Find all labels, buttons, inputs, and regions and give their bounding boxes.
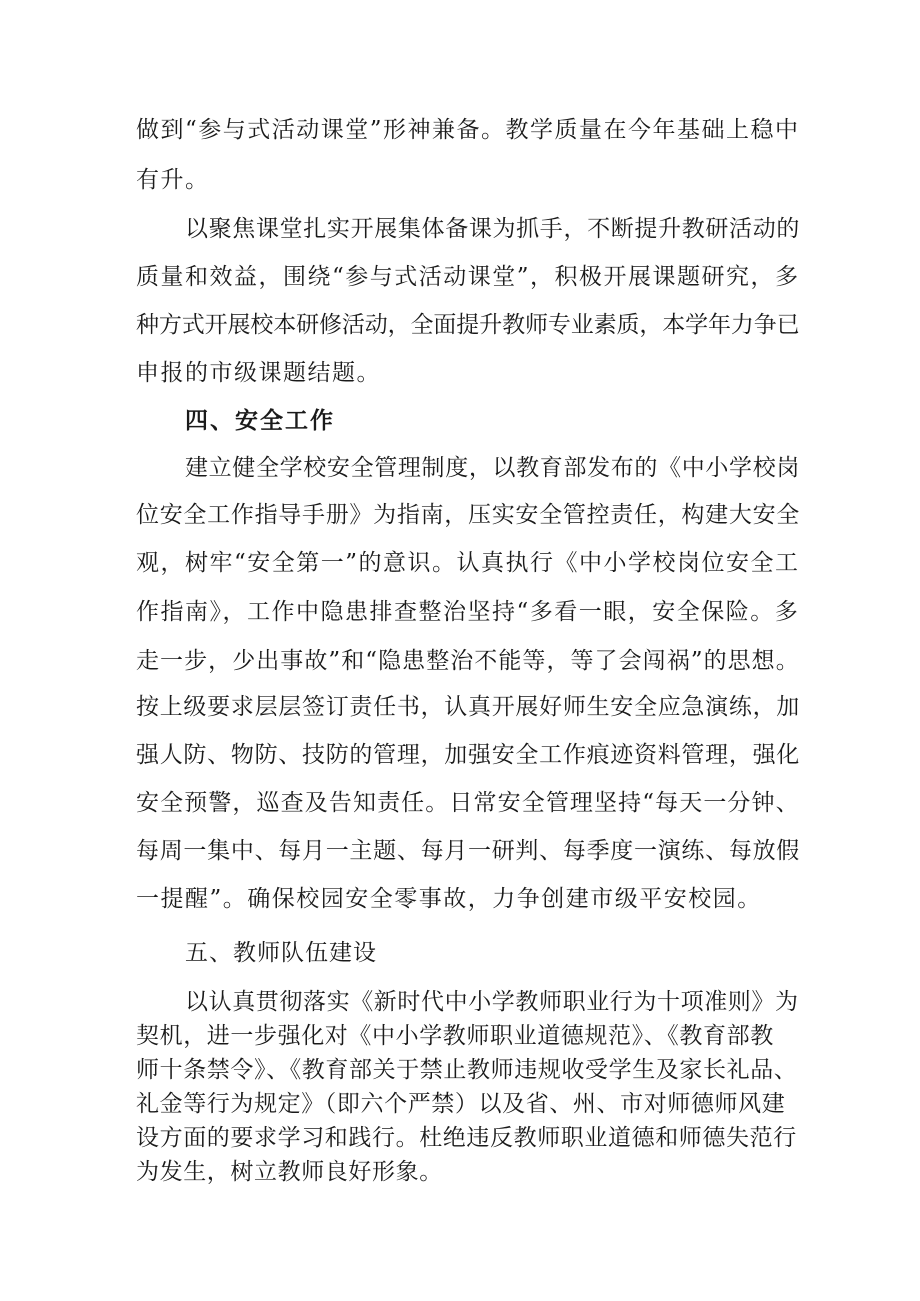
paragraph-line: 安全预警，巡查及告知责任。日常安全管理坚持“每天一分钟、: [136, 790, 800, 816]
section-heading-teachers: 五、教师队伍建设: [185, 940, 377, 966]
paragraph-line: 礼金等行为规定》（即六个严禁）以及省、州、市对师德师风建: [136, 1091, 786, 1117]
paragraph-line: 质量和效益，围绕“参与式活动课堂”，积极开展课题研究，多: [136, 264, 800, 290]
paragraph-line: 申报的市级课题结题。: [136, 360, 381, 386]
paragraph-line: 师十条禁令》、《教育部关于禁止教师违规收受学生及家长礼品、: [136, 1057, 798, 1083]
paragraph-line: 按上级要求层层签订责任书，认真开展好师生安全应急演练，加: [136, 694, 800, 720]
paragraph-line: 强人防、物防、技防的管理，加强安全工作痕迹资料管理，强化: [136, 742, 800, 768]
paragraph-line: 种方式开展校本研修活动，全面提升教师专业素质，本学年力争已: [136, 312, 800, 338]
section-heading-safety: 四、安全工作: [185, 408, 335, 434]
paragraph-line: 每周一集中、每月一主题、每月一研判、每季度一演练、每放假: [136, 838, 800, 864]
paragraph-line: 为发生，树立教师良好形象。: [136, 1159, 443, 1185]
paragraph-line: 走一步，少出事故”和“隐患整治不能等，等了会闯祸”的思想。: [136, 648, 800, 674]
paragraph-line: 观，树牢“安全第一”的意识。认真执行《中小学校岗位安全工: [136, 550, 800, 576]
paragraph-line: 作指南》，工作中隐患排查整治坚持“多看一眼，安全保险。多: [136, 599, 800, 625]
paragraph-line: 位安全工作指导手册》为指南，压实安全管控责任，构建大安全: [136, 502, 800, 528]
paragraph-line: 建立健全学校安全管理制度，以教育部发布的《中小学校岗: [185, 455, 800, 481]
paragraph-line: 以聚焦课堂扎实开展集体备课为抓手，不断提升教研活动的: [185, 216, 800, 242]
paragraph-line: 做到“参与式活动课堂”形神兼备。教学质量在今年基础上稳中: [136, 117, 800, 143]
paragraph-line: 有升。: [136, 167, 210, 193]
paragraph-line: 契机，进一步强化对《中小学教师职业道德规范》、《教育部教: [136, 1023, 774, 1049]
paragraph-line: 以认真贯彻落实《新时代中小学教师职业行为十项准则》为: [185, 989, 799, 1015]
paragraph-line: 设方面的要求学习和践行。杜绝违反教师职业道德和师德失范行: [136, 1125, 797, 1151]
paragraph-line: 一提醒”。确保校园安全零事故，力争创建市级平安校园。: [136, 886, 762, 912]
